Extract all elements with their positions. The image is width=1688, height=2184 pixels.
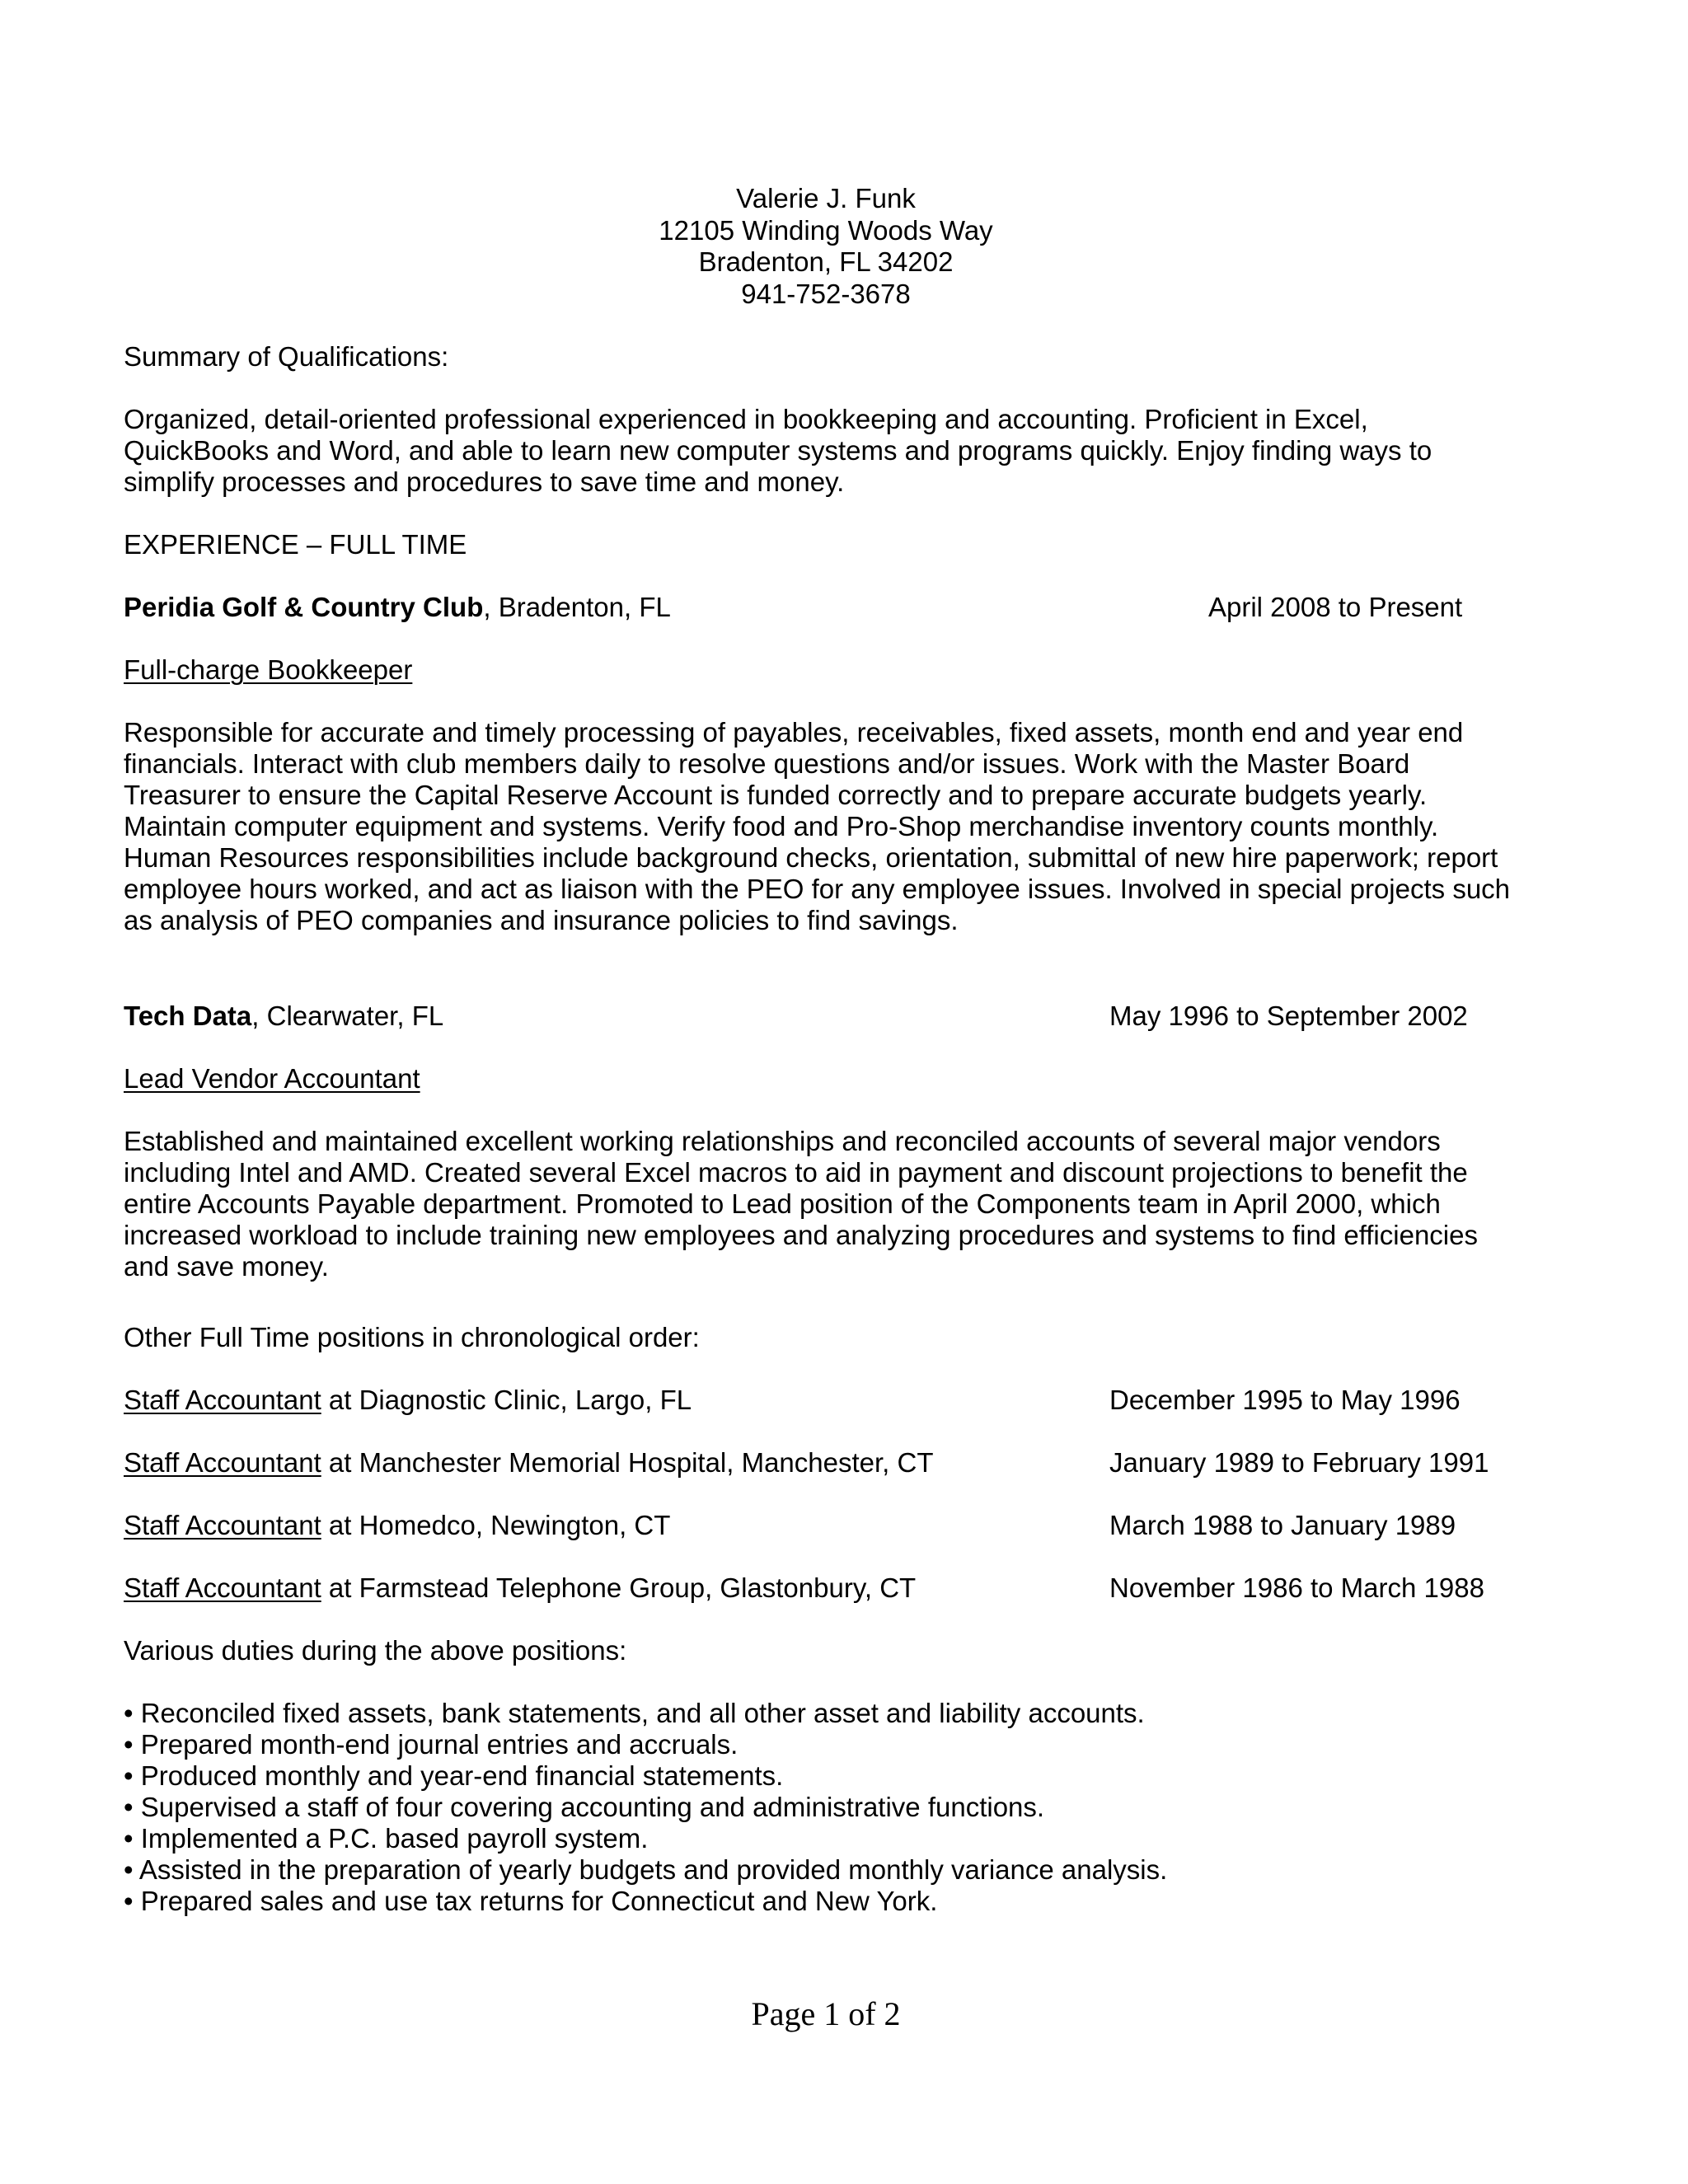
other-positions-heading: Other Full Time positions in chronological order: <box>124 1322 700 1352</box>
job-employer-line <box>124 592 671 623</box>
job-title: Full-charge Bookkeeper <box>124 654 413 685</box>
description-line: employee hours worked, and act as liaison with the PEO for any employee issues. Involved in special projects such <box>124 874 1511 904</box>
position-place: at Homedco, Newington, CT <box>321 1510 671 1540</box>
position-place: at Diagnostic Clinic, Largo, FL <box>321 1385 692 1415</box>
description-line: Maintain computer equipment and systems. Verify food and Pro-Shop merchandise inventory counts monthly. <box>124 811 1439 841</box>
description-line: Established and maintained excellent working relationships and reconciled accounts of several major vendors <box>124 1126 1441 1156</box>
description-line: Human Resources responsibilities include background checks, orientation, submittal of new hire paperwork; report <box>124 842 1498 873</box>
position-title: Staff Accountant <box>124 1385 321 1415</box>
duty-item: • Prepared month-end journal entries and accruals. <box>124 1729 738 1760</box>
position-title: Staff Accountant <box>124 1572 321 1603</box>
position-title: Staff Accountant <box>124 1510 321 1540</box>
applicant-name: Valerie J. Funk <box>736 183 916 213</box>
duty-item: • Assisted in the preparation of yearly budgets and provided monthly variance analysis. <box>124 1854 1168 1885</box>
page-number: Page 1 of 2 <box>751 1995 901 2032</box>
duty-item: • Produced monthly and year-end financial statements. <box>124 1760 784 1791</box>
employer-name: Peridia Golf & Country Club <box>124 592 484 622</box>
duty-item: • Supervised a staff of four covering accounting and administrative functions. <box>124 1792 1045 1822</box>
position-place: at Manchester Memorial Hospital, Manchester, CT <box>321 1447 934 1478</box>
description-line: as analysis of PEO companies and insurance policies to find savings. <box>124 905 959 935</box>
job-title: Lead Vendor Accountant <box>124 1063 420 1094</box>
street-address: 12105 Winding Woods Way <box>659 214 993 246</box>
summary-heading: Summary of Qualifications: <box>124 341 449 372</box>
summary-line: simplify processes and procedures to save time and money. <box>124 466 845 497</box>
employer-location: , Clearwater, FL <box>251 1001 444 1031</box>
position-title: Staff Accountant <box>124 1447 321 1478</box>
job-employer-line <box>124 1001 443 1032</box>
job-description <box>124 717 1541 936</box>
duty-item: • Prepared sales and use tax returns for Connecticut and New York. <box>124 1886 938 1916</box>
duty-item: • Reconciled fixed assets, bank statements, and all other asset and liability accounts. <box>124 1698 1145 1728</box>
description-line: Responsible for accurate and timely processing of payables, receivables, fixed assets, month end and year end <box>124 717 1464 748</box>
position-dates: December 1995 to May 1996 <box>1109 1385 1461 1415</box>
description-line: Treasurer to ensure the Capital Reserve Account is funded correctly and to prepare accurate budgets yearly. <box>124 780 1428 810</box>
position-row <box>124 1447 934 1479</box>
experience-heading: EXPERIENCE – FULL TIME <box>124 529 467 560</box>
position-dates: November 1986 to March 1988 <box>1109 1572 1484 1603</box>
phone-number: 941-752-3678 <box>741 278 911 309</box>
position-dates: January 1989 to February 1991 <box>1109 1447 1489 1478</box>
description-line: financials. Interact with club members daily to resolve questions and/or issues. Work with the Master Board <box>124 748 1410 779</box>
position-dates: March 1988 to January 1989 <box>1109 1510 1456 1540</box>
duty-item: • Implemented a P.C. based payroll system. <box>124 1823 649 1854</box>
description-line: entire Accounts Payable department. Promoted to Lead position of the Components team in April 2000, which <box>124 1188 1441 1219</box>
employer-location: , Bradenton, FL <box>483 592 671 622</box>
position-row <box>124 1572 916 1604</box>
job-dates: May 1996 to September 2002 <box>1109 1001 1468 1031</box>
summary-paragraph <box>124 404 1541 498</box>
summary-line: QuickBooks and Word, and able to learn new computer systems and programs quickly. Enjoy finding ways to <box>124 435 1432 466</box>
position-row <box>124 1385 692 1416</box>
position-row <box>124 1510 670 1541</box>
city-state-zip: Bradenton, FL 34202 <box>698 246 954 277</box>
description-line: including Intel and AMD. Created several Excel macros to aid in payment and discount projections to benefit the <box>124 1157 1468 1188</box>
description-line: increased workload to include training new employees and analyzing procedures and systems to find efficiencies <box>124 1220 1478 1250</box>
summary-line: Organized, detail-oriented professional experienced in bookkeeping and accounting. Proficient in Excel, <box>124 404 1368 434</box>
duties-list <box>124 1698 1541 1917</box>
contact-header <box>0 183 1652 310</box>
description-line: and save money. <box>124 1251 329 1282</box>
position-place: at Farmstead Telephone Group, Glastonbury, CT <box>321 1572 917 1603</box>
job-description <box>124 1126 1541 1282</box>
job-dates: April 2008 to Present <box>1208 592 1463 622</box>
employer-name: Tech Data <box>124 1001 252 1031</box>
duties-heading: Various duties during the above positions: <box>124 1635 627 1666</box>
